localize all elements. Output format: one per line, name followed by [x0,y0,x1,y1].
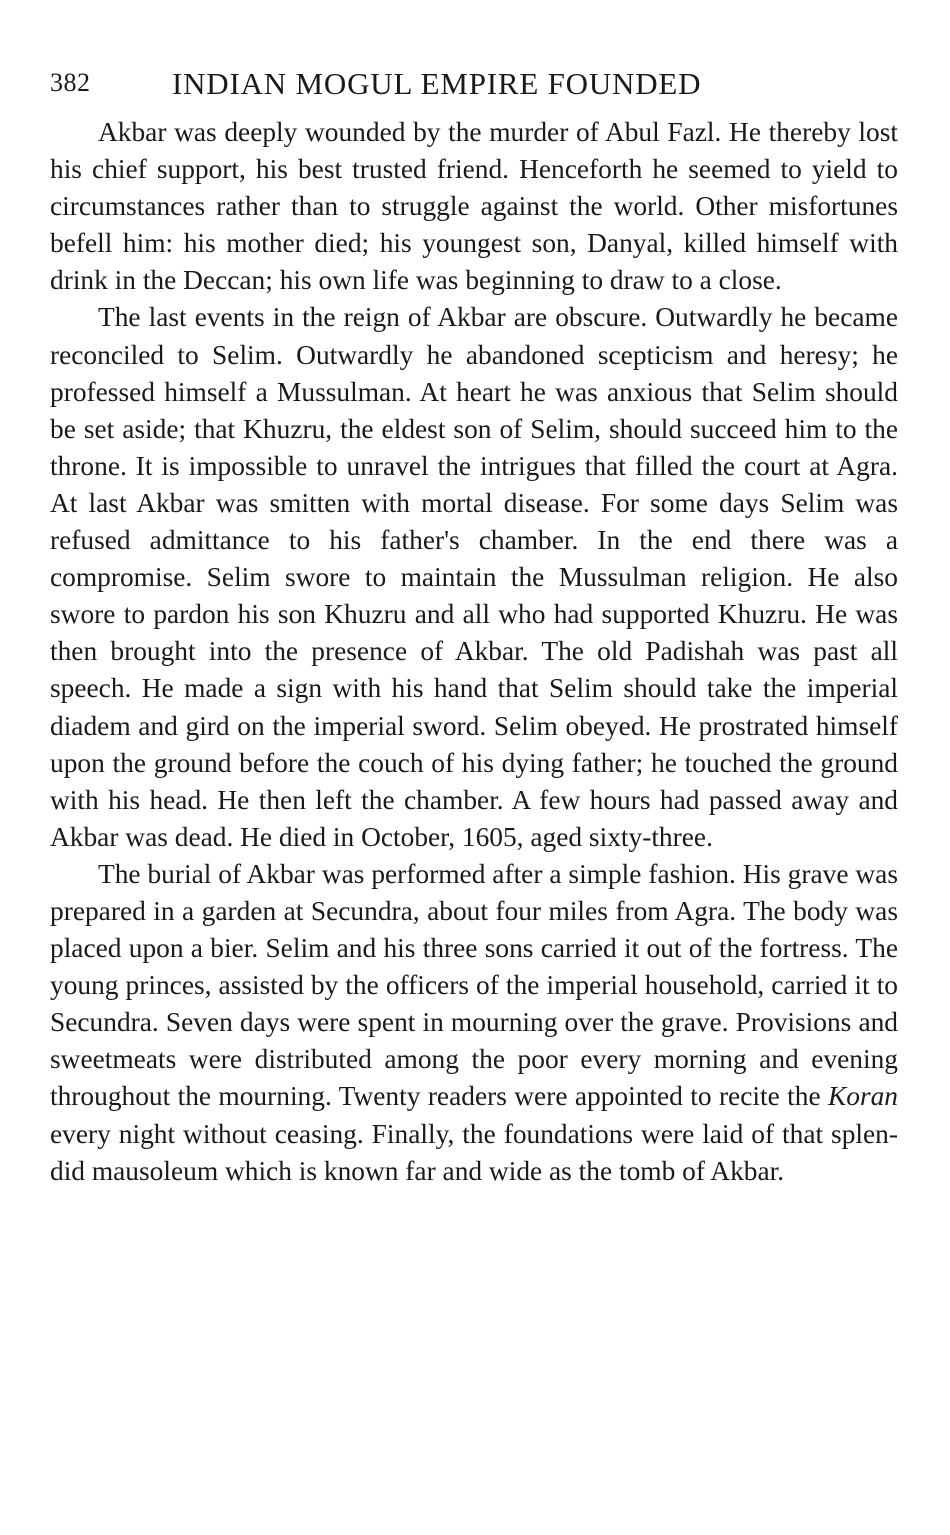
running-head [50,60,898,110]
koran-italic: Koran [827,1081,898,1112]
page-number: 382 [50,68,91,97]
running-title: INDIAN MOGUL EMPIRE FOUNDED [172,66,702,101]
book-page [50,60,898,1190]
burial-text-after: every night without ceasing. Finally, the foundations were laid of that splendid mausoleum which is known far and wide as the tomb of Akbar. [50,1118,898,1186]
body-text [50,114,898,1190]
paragraph-abul-fazl: Akbar was deeply wounded by the murder of Abul Fazl. He thereby lost his chief support, his best trusted friend. Henceforth he seemed to yield to circumstances rather than to struggle against the world. Other misfortunes befell him: his mother died; his youngest son, Danyal, killed himself with drink in the Deccan; his own life was beginning to draw to a close. [50,117,898,296]
paragraph-last-events: The last events in the reign of Akbar are obscure. Outwardly he became reconciled to Selim. Outwardly he abandoned scepticism and heresy; he professed himself a Mussulman. At heart he was anxious that Selim should be set aside; that Khuzru, the eldest son of Selim, should succeed him to the throne. It is impossible to unravel the intrigues that filled the court at Agra. At last Akbar was smitten with mortal disease. For some days Selim was refused admittance to his father's chamber. In the end there was a compromise. Selim swore to maintain the Mussulman religion. He also swore to pardon his son Khuzru and all who had supported Khuzru. He was then brought into the presence of Akbar. The old Padishah was past all speech. He made a sign with his hand that Selim should take the imperial diadem and gird on the imperial sword. Selim obeyed. He prostrated himself upon the ground before the couch of his dying father; he touched the ground with his head. He then left the chamber. A few hours had passed away and Akbar was dead. He died in October, 1605, aged sixty-three. [50,302,898,852]
paragraph-burial [50,856,898,1190]
burial-text-before: The burial of Akbar was performed after a simple fashion. His grave was prepared in a garden at Secundra, about four miles from Agra. The body was placed upon a bier. Selim and his three sons carried it out of the fortress. The young princes, assisted by the officers of the imperial household, carried it to Secundra. Seven days were spent in mourning over the grave. Provisions and sweetmeats were distributed among the poor every morning and evening throughout the mourning. Twenty readers were appointed to recite the [50,858,898,1112]
